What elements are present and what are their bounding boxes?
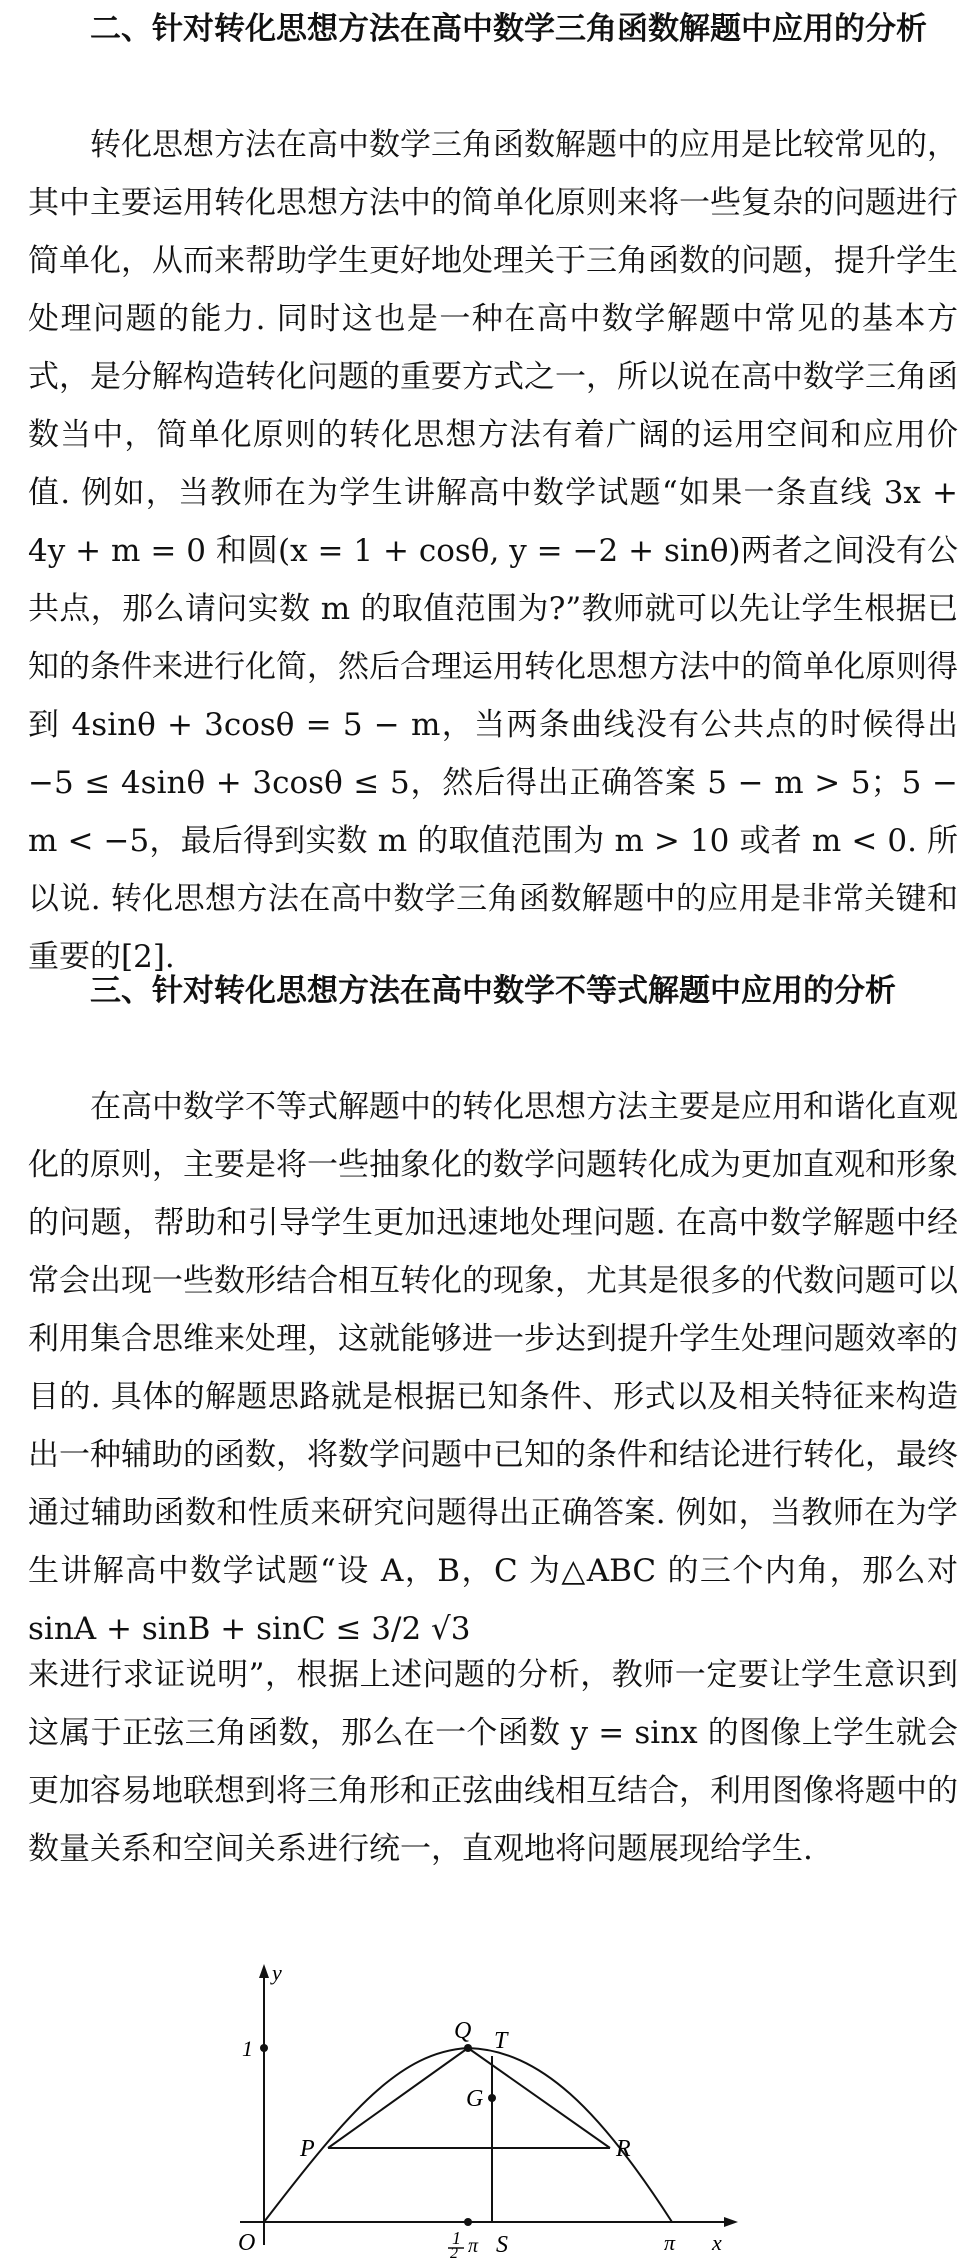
section-3-paragraph-2: 来进行求证说明”，根据上述问题的分析，教师一定要让学生意识到这属于正弦三角函数，那么在一个函数 y = sinx 的图像上学生就会更加容易地联想到将三角形和正弦曲线相互结合，利用图像将题中的数量关系和空间关系进行统一，直观地将问题展现给学生. [28, 1657, 958, 1867]
point-one [260, 2044, 268, 2052]
label-half-den: 2 [450, 2245, 458, 2260]
x-axis-arrow [724, 2217, 738, 2227]
sine-curve [264, 2048, 672, 2222]
label-P: P [300, 2136, 315, 2162]
sine-curve-figure [230, 1960, 750, 2260]
label-y: y [272, 1960, 282, 1985]
point-G [488, 2094, 496, 2102]
label-S: S [496, 2232, 508, 2258]
label-G: G [466, 2086, 484, 2112]
section-3-paragraph-1: 在高中数学不等式解题中的转化思想方法主要是应用和谐化直观化的原则，主要是将一些抽象化的数学问题转化成为更加直观和形象的问题，帮助和引导学生更加迅速地处理问题. 在高中数学解题中经常会出现一些数形结合相互转化的现象，尤其是很多的代数问题可以利用集合思维来处理，这就能够进一步达到提升学生处理问题效率的目的. 具体的解题思路就是根据已知条件、形式以及相关特征来构造出一种辅助的函数，将数学问题中已知的条件和结论进行转化，最终通过辅助函数和性质来研究问题得出正确答案. 例如，当教师在为学生讲解高中数学试题“设 A，B，C 为△ABC 的三个内角，那么对 sinA + sinB + sinC ≤ 3/2 √3 [28, 1089, 958, 1647]
section-2-paragraph: 转化思想方法在高中数学三角函数解题中的应用是比较常见的，其中主要运用转化思想方法中的简单化原则来将一些复杂的问题进行简单化，从而来帮助学生更好地处理关于三角函数的问题，提升学生处理问题的能力. 同时这也是一种在高中数学解题中常见的基本方式，是分解构造转化问题的重要方式之一，所以说在高中数学三角函数当中，简单化原则的转化思想方法有着广阔的运用空间和应用价值. 例如，当教师在为学生讲解高中数学试题“如果一条直线 3x + 4y + m = 0 和圆(x = 1 + cosθ, y = −2 + sinθ)两者之间没有公共点，那么请问实数 m 的取值范围为?”教师就可以先让学生根据已知的条件来进行化简，然后合理运用转化思想方法中的简单化原则得到 4sinθ + 3cosθ = 5 − m，当两条曲线没有公共点的时候得出 −5 ≤ 4sinθ + 3cosθ ≤ 5，然后得出正确答案 5 − m > 5；5 − m < −5，最后得到实数 m 的取值范围为 m > 10 或者 m < 0. 所以说. 转化思想方法在高中数学三角函数解题中的应用是非常关键和重要的[2]. [28, 127, 958, 975]
section-3-heading: 三、针对转化思想方法在高中数学不等式解题中应用的分析 [90, 973, 896, 1009]
chord-P-Q [328, 2048, 468, 2148]
point-Q [464, 2044, 472, 2052]
label-half-pi: π [468, 2235, 479, 2257]
label-pi: π [664, 2230, 676, 2255]
y-axis-arrow [259, 1964, 269, 1978]
point-half-pi [464, 2218, 472, 2226]
label-one: 1 [242, 2036, 253, 2061]
sine-curve-diagram [230, 1960, 750, 2260]
label-T: T [494, 2028, 508, 2054]
label-half-num: 1 [452, 2228, 461, 2248]
section-2-heading: 二、针对转化思想方法在高中数学三角函数解题中应用的分析 [90, 11, 927, 47]
label-O: O [238, 2230, 256, 2256]
label-x: x [712, 2230, 722, 2255]
label-Q: Q [454, 2018, 472, 2044]
label-R: R [616, 2136, 631, 2162]
